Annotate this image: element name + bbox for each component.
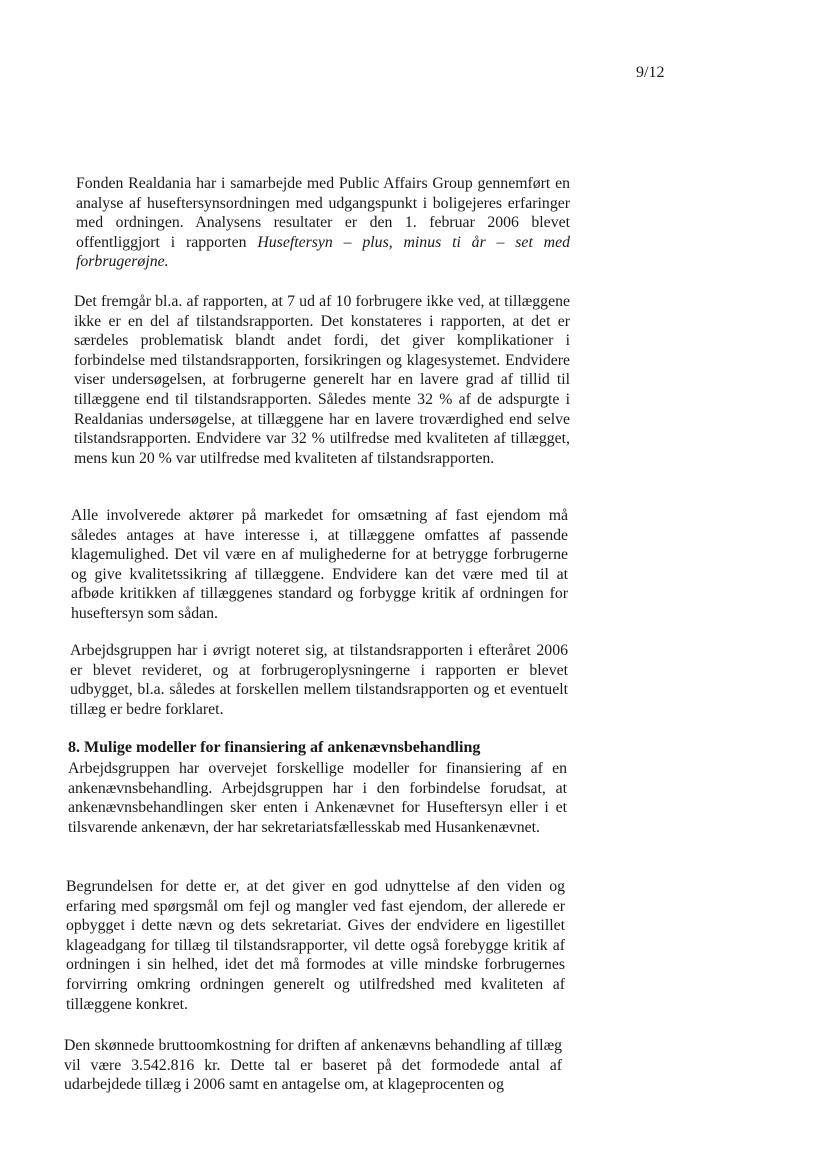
paragraph-financing-models: Arbejdsgruppen har overvejet forskellige modeller for finansiering af en ankenævnsbehandling. Arbejdsgruppen har i den forbindelse forudsat, at ankenævnsbehandlingen sker enten i Ankenævnet for Huseftersyn eller i et tilsvarende ankenævn, der har sekretariatsfællesskab med Husankenævnet. xyxy=(68,760,567,836)
paragraph-report-findings: Det fremgår bl.a. af rapporten, at 7 ud af 10 forbrugere ikke ved, at tillæggene ikke er en del af tilstandsrapporten. Det konstateres i rapporten, at det er særdeles problematisk blandt andet fordi, det giver komplikationer i forbindelse med tilstandsrapporten, forsikringen og klagesystemet. Endvidere viser undersøgelsen, at forbrugerne generelt har en lavere grad af tillid til tillæggene end til tilstandsrapporten. Således mente 32 % af de adspurgte i Realdanias undersøgelse, at tillæggene har en lavere troværdighed end selve tilstandsrapporten. Endvidere var 32 % utilfredse med kvaliteten af tillægget, mens kun 20 % var utilfredse med kvaliteten af tilstandsrapporten. xyxy=(74,293,570,467)
section-heading-8: 8. Mulige modeller for finansiering af ankenævnsbehandling xyxy=(68,739,481,756)
report-title: Huseftersyn – plus, minus ti år – set med forbrugerøjne. xyxy=(76,233,570,271)
paragraph-actors-interest: Alle involverede aktører på markedet for omsætning af fast ejendom må således antages at have interesse i, at tillæggene omfattes af passende klagemulighed. Det vil være en af mulighederne for at betrygge forbrugerne og give kvalitetssikring af tillæggene. Endvidere kan det være med til at afbøde kritikken af tillæggenes standard og forbygge kritik af ordningen for huseftersyn som sådan. xyxy=(71,507,568,622)
paragraph-cost-estimate: Den skønnede bruttoomkostning for driften af ankenævns behandling af tillæg vil være 3.542.816 kr. Dette tal er baseret på det formodede antal af udarbejdede tillæg i 2006 samt en antagelse om, at klageprocenten og xyxy=(64,1037,562,1094)
paragraph-text: Fonden Realdania har i samarbejde med Public Affairs Group gennemført en analyse af huseftersynsordningen med udgangspunkt i boligejeres erfaringer med ordningen. Analysens resultater er den 1. februar 2006 blevet offentliggjort i rapporten xyxy=(76,175,570,251)
page-number: 9/12 xyxy=(636,64,665,81)
paragraph-realdania-analysis xyxy=(76,174,570,272)
paragraph-report-revision: Arbejdsgruppen har i øvrigt noteret sig, at tilstandsrapporten i efteråret 2006 er blevet revideret, og at forbrugeroplysningerne i rapporten er blevet udbygget, bl.a. således at forskellen mellem tilstandsrapporten og et eventuelt tillæg er bedre forklaret. xyxy=(70,642,568,718)
paragraph-rationale: Begrundelsen for dette er, at det giver en god udnyttelse af den viden og erfaring med spørgsmål om fejl og mangler ved fast ejendom, der allerede er opbygget i dette nævn og dets sekretariat. Gives der endvidere en ligestillet klageadgang for tillæg til tilstandsrapporter, vil dette også forebygge kritik af ordningen i sin helhed, idet det må formodes at ville mindske forbrugernes forvirring omkring ordningen generelt og utilfredshed med kvaliteten af tillæggene konkret. xyxy=(66,878,565,1013)
